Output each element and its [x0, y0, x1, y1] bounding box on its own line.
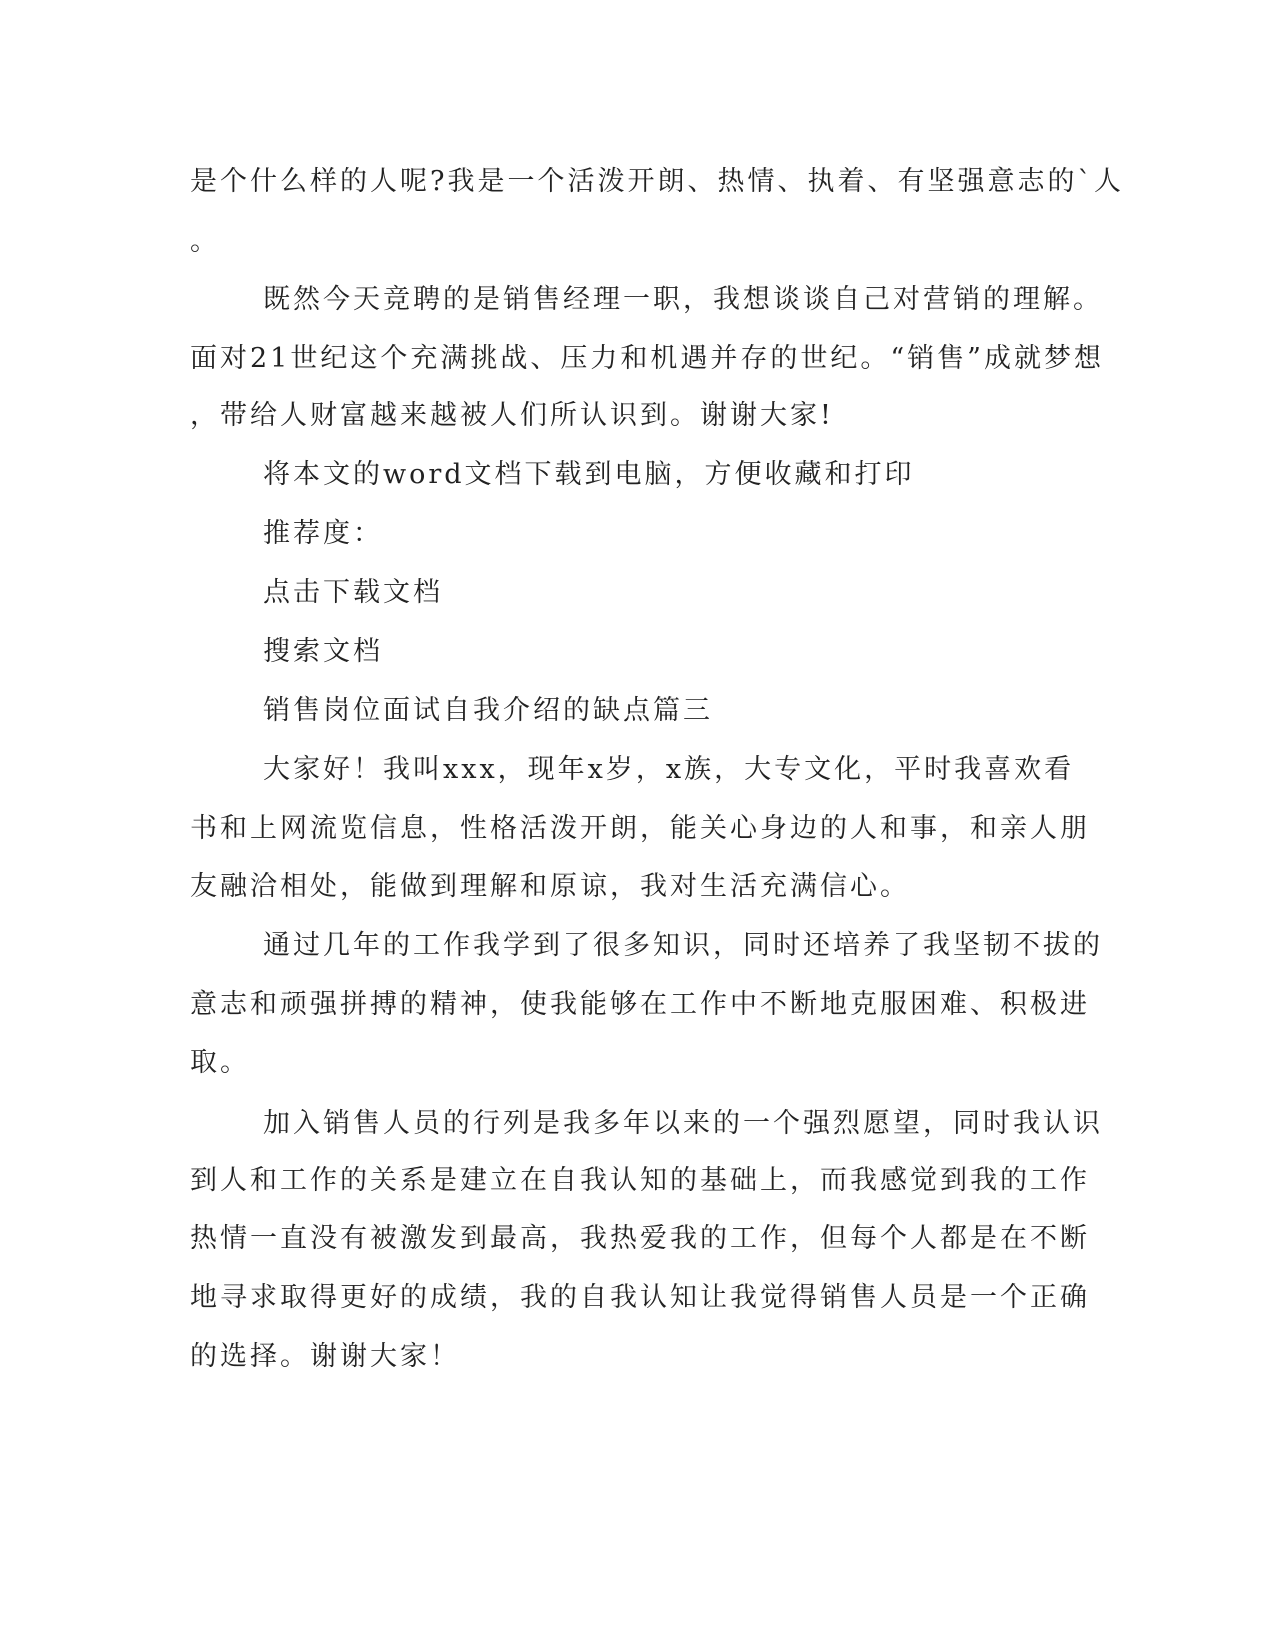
text-line: 意志和顽强拼搏的精神，使我能够在工作中不断地克服困难、积极进 — [190, 989, 1090, 1020]
paragraph-start-line: 大家好！我叫xxx，现年x岁，x族，大专文化，平时我喜欢看 — [263, 754, 1075, 785]
text-line: ，带给人财富越来越被人们所认识到。谢谢大家! — [190, 400, 834, 431]
text-line: 的选择。谢谢大家！ — [190, 1341, 460, 1372]
text-line: 书和上网流览信息，性格活泼开朗，能关心身边的人和事，和亲人朋 — [190, 813, 1090, 844]
download-hint-text: 将本文的word文档下载到电脑，方便收藏和打印 — [263, 459, 915, 490]
paragraph-start-line: 通过几年的工作我学到了很多知识，同时还培养了我坚韧不拔的 — [263, 930, 1103, 961]
paragraph-start-line: 加入销售人员的行列是我多年以来的一个强烈愿望，同时我认识 — [263, 1108, 1103, 1139]
recommend-label: 推荐度： — [263, 518, 383, 549]
text-line: 面对21世纪这个充满挑战、压力和机遇并存的世纪。“销售”成就梦想 — [190, 343, 1104, 374]
text-line: 友融洽相处，能做到理解和原谅，我对生活充满信心。 — [190, 871, 910, 902]
section-heading: 销售岗位面试自我介绍的缺点篇三 — [263, 695, 713, 726]
text-line: 地寻求取得更好的成绩，我的自我认知让我觉得销售人员是一个正确 — [190, 1282, 1090, 1313]
text-line: 到人和工作的关系是建立在自我认知的基础上，而我感觉到我的工作 — [190, 1165, 1090, 1196]
text-line: 是个什么样的人呢?我是一个活泼开朗、热情、执着、有坚强意志的`人 — [190, 166, 1124, 197]
download-document-link[interactable]: 点击下载文档 — [263, 577, 443, 608]
text-line: 热情一直没有被激发到最高，我热爱我的工作，但每个人都是在不断 — [190, 1223, 1090, 1254]
text-line: 取。 — [190, 1047, 250, 1078]
search-document-link[interactable]: 搜索文档 — [263, 636, 383, 667]
text-line: 。 — [190, 226, 220, 257]
paragraph-start-line: 既然今天竞聘的是销售经理一职，我想谈谈自己对营销的理解。 — [263, 284, 1103, 315]
